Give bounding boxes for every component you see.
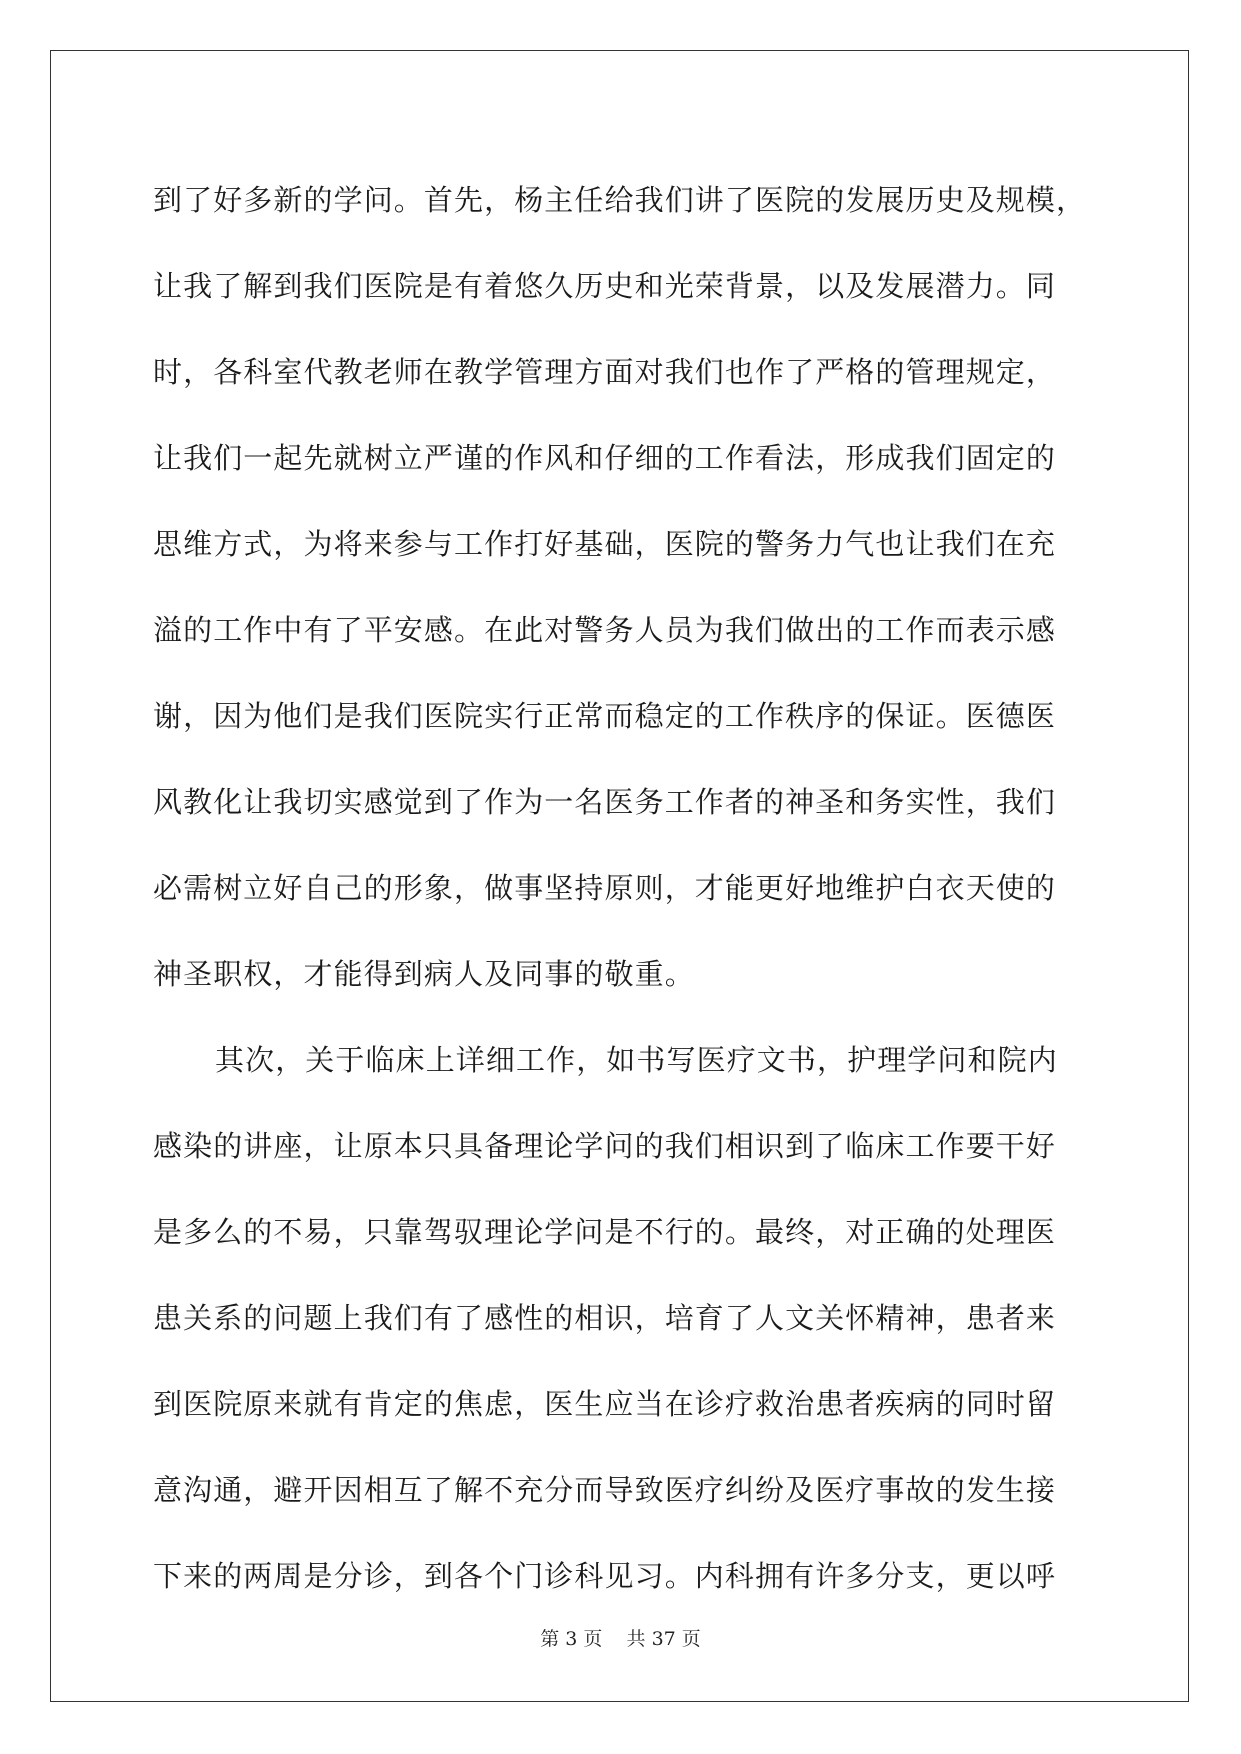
text-line: 神圣职权，才能得到病人及同事的敬重。	[153, 957, 695, 991]
paragraph-start-line: 其次，关于临床上详细工作，如书写医疗文书，护理学问和院内	[215, 1043, 1058, 1077]
text-line: 让我了解到我们医院是有着悠久历史和光荣背景，以及发展潜力。同	[153, 269, 1057, 303]
text-line: 时，各科室代教老师在教学管理方面对我们也作了严格的管理规定，	[153, 355, 1057, 389]
text-line: 思维方式，为将来参与工作打好基础，医院的警务力气也让我们在充	[153, 527, 1057, 561]
page-number: 第 3 页	[540, 1628, 603, 1650]
text-line: 谢，因为他们是我们医院实行正常而稳定的工作秩序的保证。医德医	[153, 699, 1057, 733]
text-line: 是多么的不易，只靠驾驭理论学问是不行的。最终，对正确的处理医	[153, 1215, 1057, 1249]
text-line: 意沟通，避开因相互了解不充分而导致医疗纠纷及医疗事故的发生接	[153, 1473, 1057, 1507]
page-total: 共 37 页	[626, 1628, 701, 1650]
text-line: 溢的工作中有了平安感。在此对警务人员为我们做出的工作而表示感	[153, 613, 1057, 647]
text-line: 患关系的问题上我们有了感性的相识，培育了人文关怀精神，患者来	[153, 1301, 1057, 1335]
text-line: 下来的两周是分诊，到各个门诊科见习。内科拥有许多分支，更以呼	[153, 1559, 1057, 1593]
text-line: 到了好多新的学问。首先，杨主任给我们讲了医院的发展历史及规模，	[153, 183, 1087, 217]
text-line: 必需树立好自己的形象，做事坚持原则，才能更好地维护白衣天使的	[153, 871, 1057, 905]
document-body	[153, 157, 1093, 1619]
page-footer	[0, 1624, 1241, 1651]
text-line: 让我们一起先就树立严谨的作风和仔细的工作看法，形成我们固定的	[153, 441, 1057, 475]
text-line: 感染的讲座，让原本只具备理论学问的我们相识到了临床工作要干好	[153, 1129, 1057, 1163]
text-line: 风教化让我切实感觉到了作为一名医务工作者的神圣和务实性，我们	[153, 785, 1057, 819]
text-line: 到医院原来就有肯定的焦虑，医生应当在诊疗救治患者疾病的同时留	[153, 1387, 1057, 1421]
